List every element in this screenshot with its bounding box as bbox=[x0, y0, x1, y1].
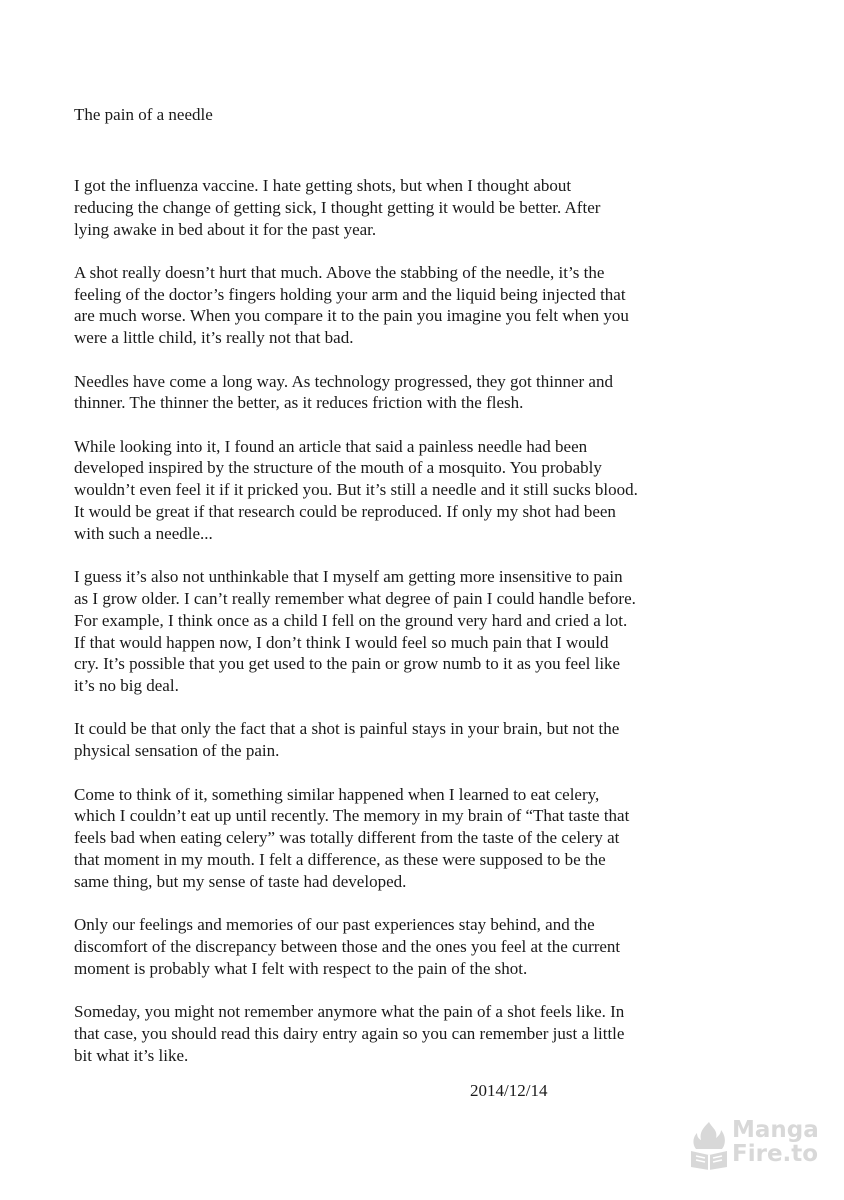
diary-page bbox=[74, 104, 694, 1088]
page-title: The pain of a needle bbox=[74, 105, 213, 124]
paragraph-4: While looking into it, I found an article that said a painless needle had been developed inspired by the structure of the mouth of a mosquito. You probably wouldn’t even feel it if it pricked you. But it’s still a needle and it still sucks blood. It would be great if that research could be reproduced. If only my shot had been with such a needle... bbox=[74, 436, 638, 543]
paragraph-5: I guess it’s also not unthinkable that I myself am getting more insensitive to pain as I grow older. I can’t really remember what degree of pain I could handle before. For example, I think once as a child I fell on the ground very hard and cried a lot. If that would happen now, I don’t think I would feel so much pain that I would cry. It’s possible that you get used to the pain or grow numb to it as you feel like it’s no big deal. bbox=[74, 567, 636, 696]
flame-book-icon bbox=[688, 1120, 730, 1170]
paragraph-6: It could be that only the fact that a shot is painful stays in your brain, but not the physical sensation of the pain. bbox=[74, 719, 620, 761]
paragraph-1: I got the influenza vaccine. I hate getting shots, but when I thought about reducing the change of getting sick, I thought getting it would be better. After lying awake in bed about it for the past year. bbox=[74, 176, 601, 239]
paragraph-3: Needles have come a long way. As technology progressed, they got thinner and thinner. The thinner the better, as it reduces friction with the flesh. bbox=[74, 371, 613, 413]
site-watermark bbox=[688, 1118, 818, 1174]
paragraph-9: Someday, you might not remember anymore what the pain of a shot feels like. In that case, you should read this dairy entry again so you can remember just a little bit what it’s like. bbox=[74, 1001, 625, 1065]
paragraph-2: A shot really doesn’t hurt that much. Above the stabbing of the needle, it’s the feeling of the doctor’s fingers holding your arm and the liquid being injected that are much worse. When you compare it to the pain you imagine you felt when you were a little child, it’s really not that bad. bbox=[74, 262, 629, 348]
entry-date: 2014/12/14 bbox=[470, 1081, 548, 1100]
watermark-text: Manga Fire.to bbox=[732, 1117, 819, 1167]
paragraph-7: Come to think of it, something similar happened when I learned to eat celery, which I couldn’t eat up until recently. The memory in my brain of “That taste that feels bad when eating celery” was totally different from the taste of the celery at that moment in my mouth. I felt a difference, as these were supposed to be the same thing, but my sense of taste had developed. bbox=[74, 784, 630, 891]
paragraph-8: Only our feelings and memories of our past experiences stay behind, and the discomfort of the discrepancy between those and the ones you feel at the current moment is probably what I felt with respect to the pain of the shot. bbox=[74, 915, 621, 978]
